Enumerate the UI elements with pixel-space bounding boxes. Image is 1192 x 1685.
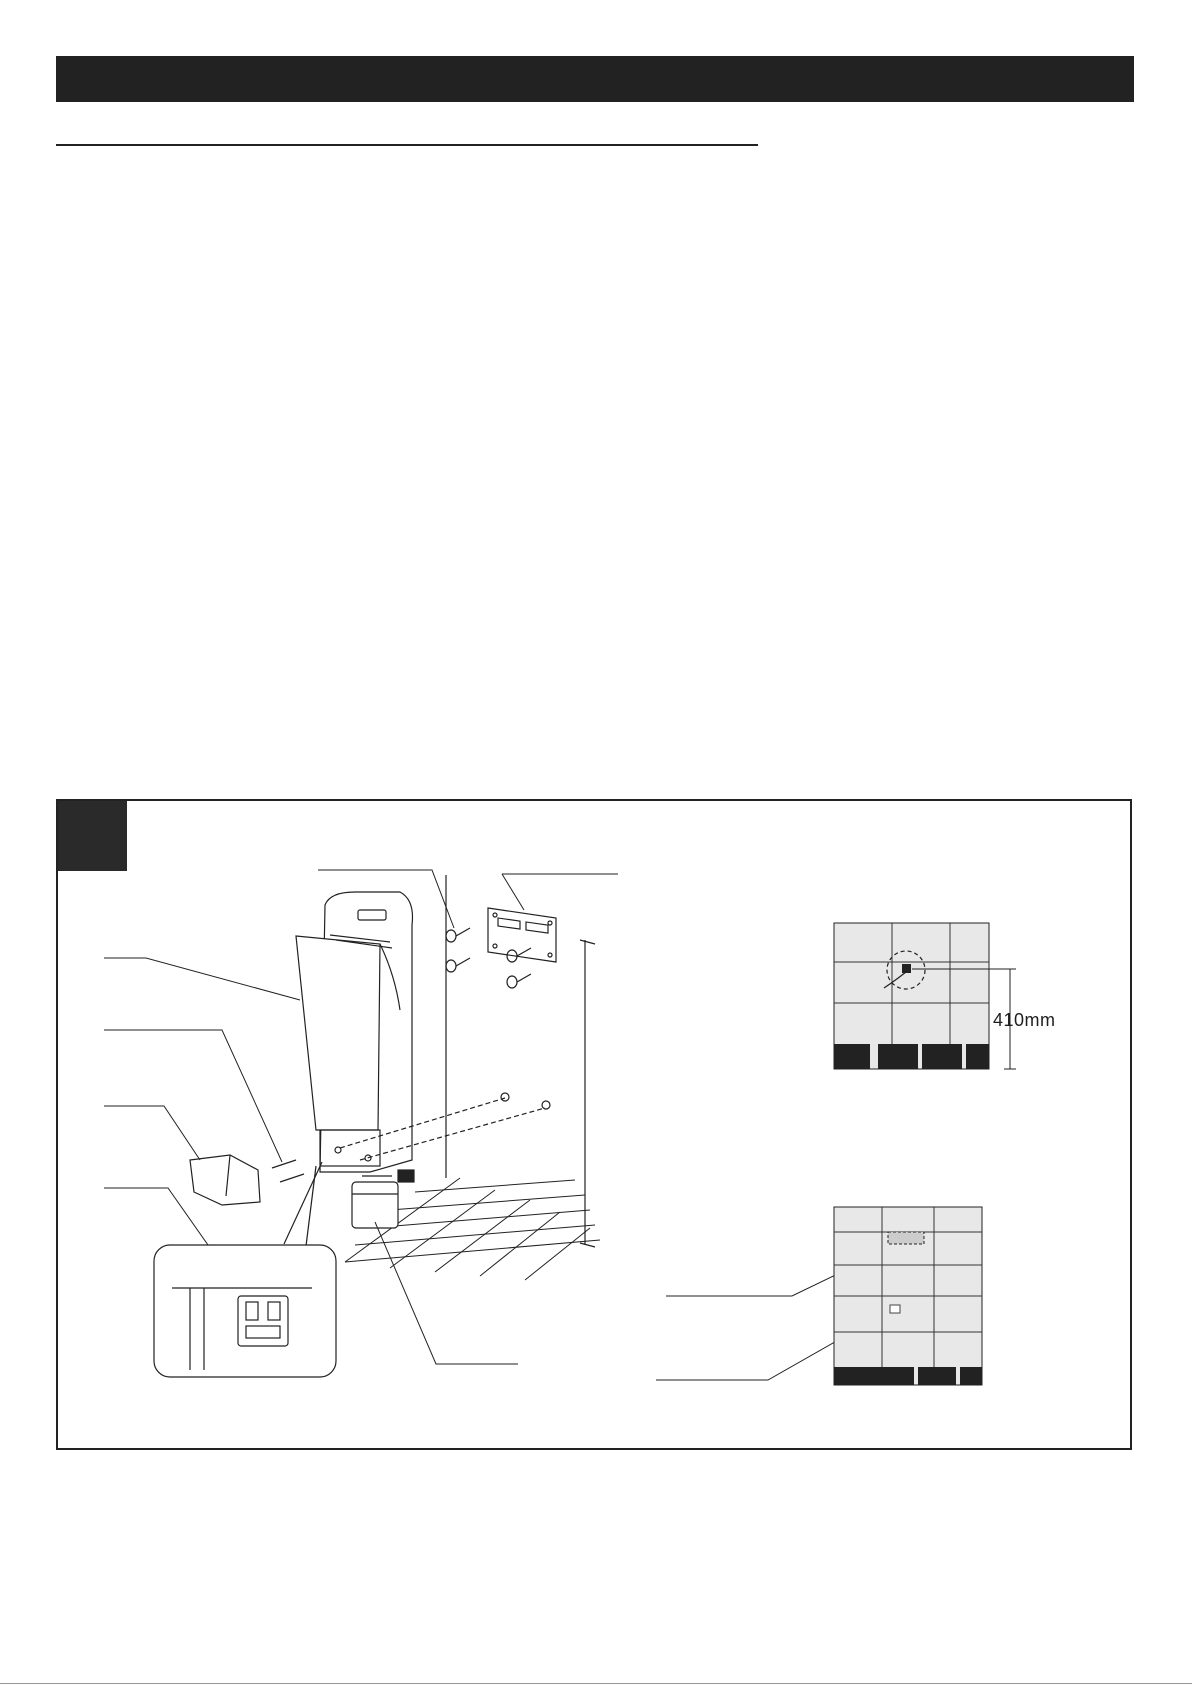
hand-dryer-illustration	[296, 892, 414, 1228]
wall-bracket-plate	[488, 908, 556, 962]
wall-tile-panel-upper	[834, 923, 1016, 1069]
accessory-bag	[190, 1155, 260, 1205]
wall-tile-panel-lower	[834, 1207, 982, 1385]
outlet-position-marker	[890, 1305, 900, 1313]
mounting-height-dimension-label: 410mm	[993, 1010, 1056, 1030]
footer-rule	[0, 1683, 1192, 1684]
bracket-position-marker	[888, 1232, 924, 1244]
